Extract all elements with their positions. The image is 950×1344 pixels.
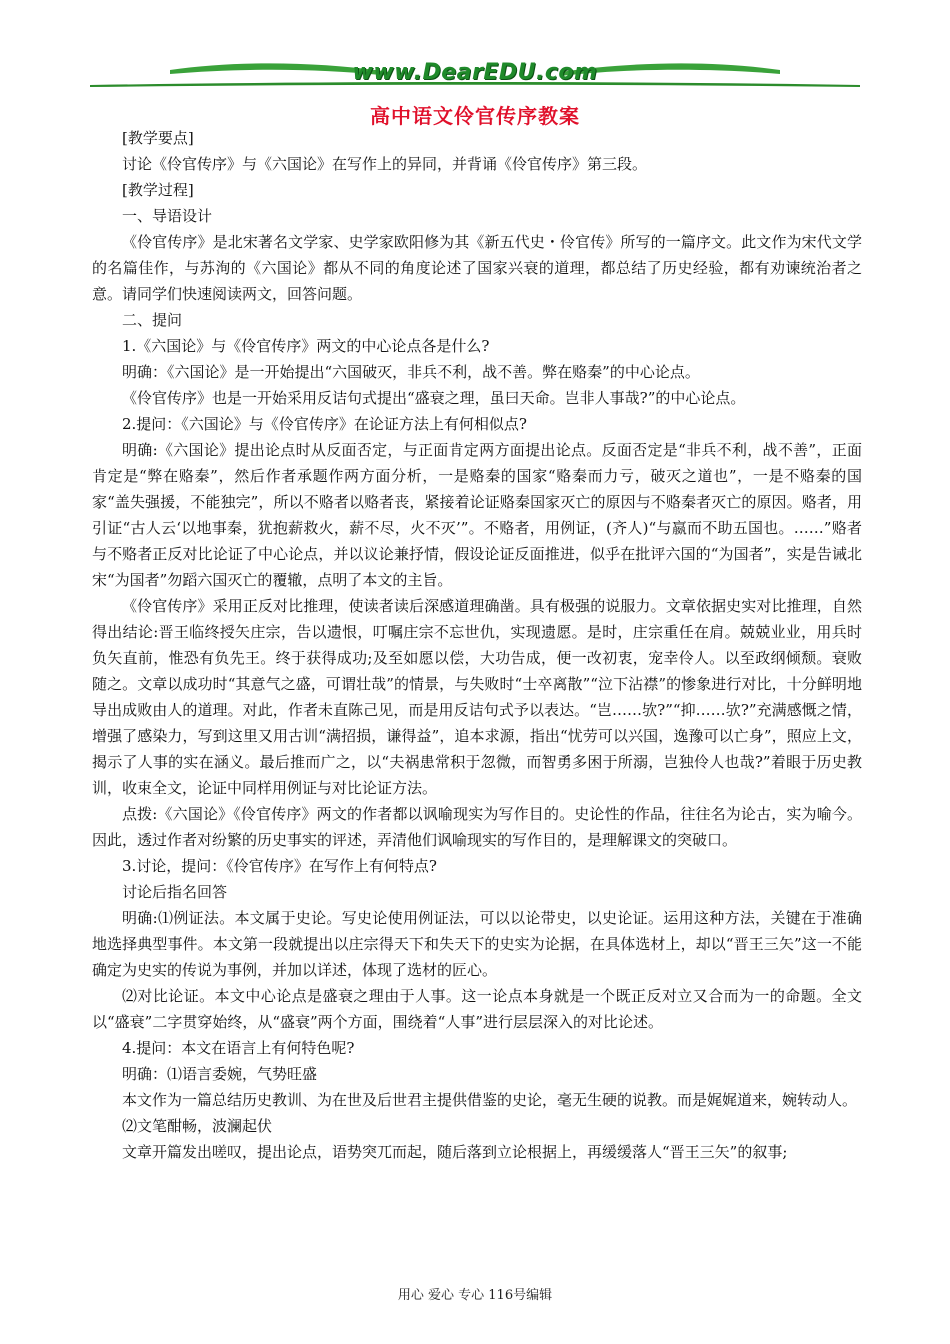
paragraph: 讨论《伶官传序》与《六国论》在写作上的异同，并背诵《伶官传序》第三段。 <box>122 155 648 173</box>
site-logo-text[interactable]: www.DearEDU.com <box>352 60 598 85</box>
paragraph: 文章开篇发出嗟叹，提出论点，语势突兀而起，随后落到立论根据上，再缓缓落人“晋王三矢”的叙事; <box>122 1143 788 1161</box>
document-body <box>92 125 862 1165</box>
page-footer: 用心 爱心 专心 116号编辑 <box>397 1288 553 1303</box>
paragraph: [教学过程] <box>122 181 194 199</box>
paragraph: 本文作为一篇总结历史教训、为在世及后世君主提供借鉴的史论，毫无生硬的说教。而是娓娓道来，婉转动人。 <box>122 1091 858 1109</box>
paragraph: 一、导语设计 <box>122 207 213 225</box>
paragraph: 3.讨论，提问：《伶官传序》在写作上有何特点? <box>122 857 437 875</box>
paragraph: 《伶官传序》是北宋著名文学家、史学家欧阳修为其《新五代史・伶官传》所写的一篇序文。此文作为宋代文学的名篇佳作，与苏洵的《六国论》都从不同的角度论述了国家兴衰的道理，都总结了历史经验，都有劝谏统治者之意。请同学们快速阅读两文，回答问题。 <box>92 233 862 303</box>
paragraph: 《伶官传序》也是一开始采用反诘句式提出“盛衰之理，虽曰天命。岂非人事哉?”的中心论点。 <box>122 389 746 407</box>
paragraph: 明确:《六国论》提出论点时从反面否定，与正面肯定两方面提出论点。反面否定是“非兵不利，战不善”，正面肯定是“弊在赂秦”，然后作者承题作两方面分析，一是赂秦的国家“赂秦而力亏，破灭之道也”，一是不赂秦的国家“盖失强援，不能独完”，所以不赂者以赂者丧，紧接着论证赂秦国家灭亡的原因与不赂秦者灭亡的原因。赂者，用引证“古人云‘以地事秦，犹抱薪救火，薪不尽，火不灭’”。不赂者，用例证，(齐人)“与嬴而不助五国也。……”赂者与不赂者正反对比论证了中心论点，并以议论兼抒情，假设论证反面推进，似乎在批评六国的“为国者”，实是告诫北宋“为国者”勿蹈六国灭亡的覆辙，点明了本文的主旨。 <box>92 441 862 589</box>
paragraph: 明确:⑴例证法。本文属于史论。写史论使用例证法，可以以论带史，以史论证。运用这种方法，关键在于准确地选择典型事件。本文第一段就提出以庄宗得天下和失天下的史实为论据，在具体选材上，却以“晋王三矢”这一不能确定为史实的传说为事例，并加以详述，体现了选材的匠心。 <box>92 909 862 979</box>
paragraph: 明确：《六国论》是一开始提出“六国破灭，非兵不利，战不善。弊在赂秦”的中心论点。 <box>122 363 700 381</box>
paragraph: 《伶官传序》采用正反对比推理，使读者读后深感道理确凿。具有极强的说服力。文章依据史实对比推理，自然得出结论:晋王临终授矢庄宗，告以遗恨，叮嘱庄宗不忘世仇，实现遗愿。是时，庄宗重任在肩。兢兢业业，用兵时负矢直前，惟恐有负先王。终于获得成功;及至如愿以偿，大功告成，便一改初衷，宠幸伶人。以至政纲倾颓。衰败随之。文章以成功时“其意气之盛，可谓壮哉”的情景，与失败时“士卒离散”“泣下沾襟”的惨象进行对比，十分鲜明地导出成败由人的道理。对此，作者未直陈己见，而是用反诘句式予以表达。“岂……欤?”“抑……欤?”充满感慨之情，增强了感染力，写到这里又用古训“满招损，谦得益”，追本求源，指出“忧劳可以兴国，逸豫可以亡身”，照应上文，揭示了人事的实在涵义。最后推而广之，以“夫祸患常积于忽微，而智勇多困于所溺，岂独伶人也哉?”着眼于历史教训，收束全文，论证中同样用例证与对比论证方法。 <box>92 597 862 797</box>
paragraph: ⑵对比论证。本文中心论点是盛衰之理由于人事。这一论点本身就是一个既正反对立又合而为一的命题。全文以“盛衰”二字贯穿始终，从“盛衰”两个方面，围绕着“人事”进行层层深入的对比论述。 <box>92 987 862 1031</box>
paragraph: 明确：⑴语言委婉，气势旺盛 <box>122 1065 318 1083</box>
paragraph: 1.《六国论》与《伶官传序》两文的中心论点各是什么? <box>122 337 490 355</box>
paragraph: 4.提问：本文在语言上有何特色呢? <box>122 1039 355 1057</box>
paragraph: [教学要点] <box>122 129 194 147</box>
site-header-banner <box>90 56 860 90</box>
paragraph: 二、提问 <box>122 311 183 329</box>
paragraph: 点拨:《六国论》《伶官传序》两文的作者都以讽喻现实为写作目的。史论性的作品，往往名为论古，实为喻今。因此，透过作者对纷繁的历史事实的评述，弄清他们讽喻现实的写作目的，是理解课文的突破口。 <box>92 805 862 849</box>
document-title: 高中语文伶官传序教案 <box>370 104 580 128</box>
paragraph: 讨论后指名回答 <box>122 883 228 901</box>
paragraph: 2.提问：《六国论》与《伶官传序》在论证方法上有何相似点? <box>122 415 527 433</box>
paragraph: ⑵文笔酣畅，波澜起伏 <box>122 1117 273 1135</box>
